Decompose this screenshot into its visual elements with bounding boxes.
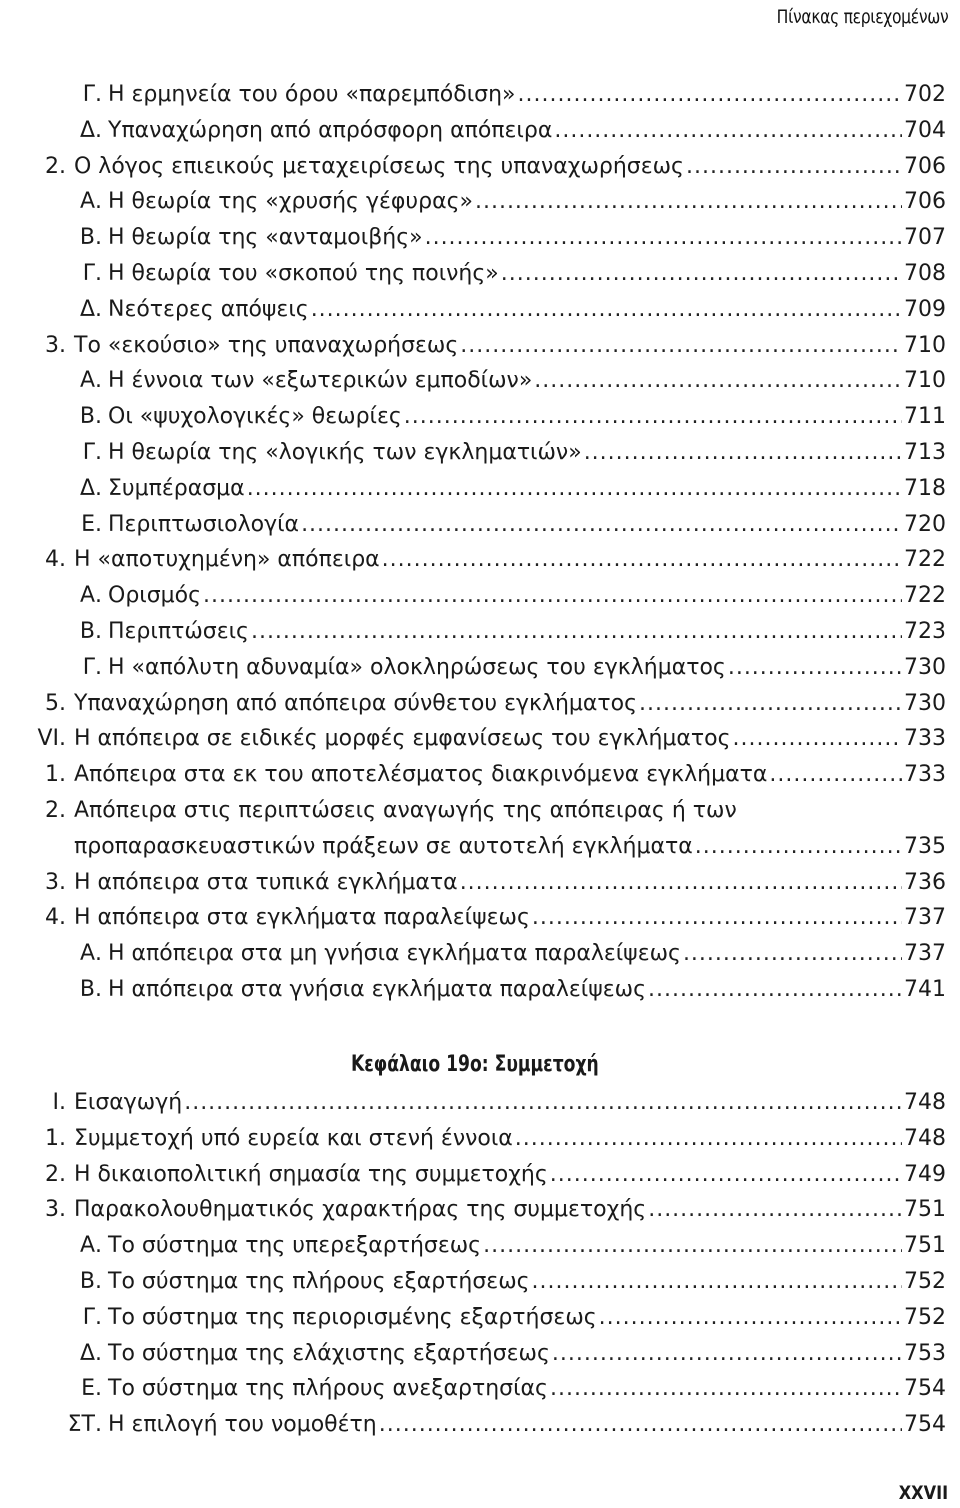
entry-page: 748 [904,1126,946,1151]
dot-leader [648,1193,902,1227]
dot-leader [203,579,902,613]
dot-leader [251,615,902,649]
entry-title: Η απόπειρα στα μη γνήσια εγκλήματα παραλείψεως [108,941,681,966]
toc-entry [0,150,960,184]
entry-page: 730 [904,655,946,680]
toc-entry [0,114,960,148]
dot-leader [247,472,902,506]
entry-title: Οι «ψυχολογικές» θεωρίες [108,404,402,429]
entry-page: 709 [904,297,946,322]
entry-number: Δ. [79,476,102,501]
entry-number: Γ. [82,82,102,107]
entry-page: 749 [904,1162,946,1187]
entry-page: 713 [904,440,946,465]
entry-title: Η απόπειρα σε ειδικές μορφές εμφανίσεως του εγκλήματος [74,726,731,751]
entry-page: 736 [904,870,946,895]
entry-page: 730 [904,691,946,716]
entry-title: Νεότερες απόψεις [108,297,309,322]
entry-title: Συμπέρασμα [108,476,245,501]
entry-title: Το σύστημα της ελάχιστης εξαρτήσεως [108,1341,550,1366]
entry-title: Η έννοια των «εξωτερικών εμποδίων» [108,368,533,393]
toc-entry [0,364,960,398]
entry-title: Υπαναχώρηση από απρόσφορη απόπειρα [108,118,553,143]
entry-number: 4. [45,905,66,930]
entry-page: 741 [904,977,946,1002]
toc-entry [0,1301,960,1335]
entry-page: 720 [904,512,946,537]
entry-number: Γ. [82,261,102,286]
entry-number: Α. [79,368,102,393]
entry-number: Γ. [82,655,102,680]
entry-title: Η θεωρία της «ανταμοιβής» [108,225,423,250]
entry-title: Η θεωρία της «χρυσής γέφυρας» [108,189,473,214]
toc-entry [0,1408,960,1442]
entry-title: Το «εκούσιο» της υπαναχωρήσεως [74,333,459,358]
chapter-heading [0,1048,950,1082]
entry-title: Εισαγωγή [74,1090,183,1115]
toc-entry [0,1193,960,1227]
entry-number: 3. [45,333,66,358]
dot-leader [483,1229,902,1263]
toc-entry [0,472,960,506]
dot-leader [683,937,902,971]
dot-leader [460,866,902,900]
entry-number: Β. [79,619,102,644]
entry-page: 752 [904,1305,946,1330]
entry-number: VI. [37,726,66,751]
entry-title: Η θεωρία της «λογικής των εγκληματιών» [108,440,582,465]
entry-title: Η επιλογή του νομοθέτη [108,1412,377,1437]
entry-number: Β. [79,225,102,250]
entry-title: Η απόπειρα στα εγκλήματα παραλείψεως [74,905,530,930]
entry-page: 708 [904,261,946,286]
entry-number: Α. [79,583,102,608]
entry-page: 718 [904,476,946,501]
dot-leader [518,78,902,112]
toc-entry [0,830,960,864]
entry-number: 5. [45,691,66,716]
toc-entry [0,1158,960,1192]
dot-leader [475,185,902,219]
toc-entry [0,543,960,577]
entry-title: Η θεωρία του «σκοπού της ποινής» [108,261,499,286]
entry-page: 752 [904,1269,946,1294]
entry-title: Περιπτωσιολογία [108,512,300,537]
toc-entry [0,293,960,327]
entry-page: 754 [904,1376,946,1401]
entry-number: Β. [79,1269,102,1294]
entry-page: 707 [904,225,946,250]
entry-page: 737 [904,941,946,966]
entry-page: 706 [904,189,946,214]
dot-leader [769,758,902,792]
entry-number: Β. [79,977,102,1002]
entry-page: 722 [904,583,946,608]
entry-number: Γ. [82,440,102,465]
dot-leader [554,114,902,148]
entry-number: Β. [79,404,102,429]
entry-title: Η απόπειρα στα γνήσια εγκλήματα παραλείψεως [108,977,646,1002]
entry-title: Το σύστημα της υπερεξαρτήσεως [108,1233,482,1258]
dot-leader [733,722,902,756]
entry-number: Δ. [79,118,102,143]
entry-title: Υπαναχώρηση από απόπειρα σύνθετου εγκλήματος [74,691,638,716]
entry-title: Συμμετοχή υπό ευρεία και στενή έννοια [74,1126,513,1151]
entry-number: 2. [45,798,66,823]
dot-leader [515,1122,902,1156]
entry-number: 3. [45,870,66,895]
dot-leader [532,901,902,935]
entry-title: Η δικαιοπολιτική σημασία της συμμετοχής [74,1162,548,1187]
running-header: Πίνακας περιεχομένων [776,6,948,28]
entry-number: 2. [45,1162,66,1187]
entry-title: Ο λόγος επιεικούς μεταχειρίσεως της υπαναχωρήσεως [74,154,684,179]
entry-title: Το σύστημα της πλήρους εξαρτήσεως [108,1269,530,1294]
entry-page: 733 [904,726,946,751]
entry-number: Δ. [79,1341,102,1366]
entry-page: 723 [904,619,946,644]
dot-leader [534,364,902,398]
page-number: XXVII [898,1482,948,1504]
entry-page: 733 [904,762,946,787]
toc-entry [0,866,960,900]
dot-leader [648,973,902,1007]
toc-entry [0,78,960,112]
toc-entry [0,722,960,756]
toc-entry [0,758,960,792]
entry-page: 748 [904,1090,946,1115]
entry-number: 1. [45,1126,66,1151]
dot-leader [639,687,902,721]
entry-title: προπαρασκευαστικών πράξεων σε αυτοτελή εγκλήματα [74,834,693,859]
entry-page: 704 [904,118,946,143]
entry-page: 702 [904,82,946,107]
dot-leader [425,221,902,255]
entry-page: 706 [904,154,946,179]
entry-number: I. [52,1090,66,1115]
entry-number: Ε. [81,512,102,537]
toc-entry [0,185,960,219]
entry-page: 722 [904,547,946,572]
entry-title: Περιπτώσεις [108,619,249,644]
entry-number: Α. [79,189,102,214]
entry-title: Παρακολουθηματικός χαρακτήρας της συμμετοχής [74,1197,647,1222]
toc-entry [0,221,960,255]
dot-leader [599,1301,902,1335]
dot-leader [460,329,902,363]
entry-title: Η ερμηνεία του όρου «παρεμπόδιση» [108,82,516,107]
toc-entry [0,973,960,1007]
toc-entry [0,1337,960,1371]
toc-entry [0,329,960,363]
dot-leader [382,543,902,577]
entry-number: Γ. [82,1305,102,1330]
dot-leader [532,1265,902,1299]
entry-page: 751 [904,1233,946,1258]
entry-title: Η «απόλυτη αδυναμία» ολοκληρώσεως του εγκλήματος [108,655,726,680]
entry-page: 753 [904,1341,946,1366]
dot-leader [728,651,902,685]
dot-leader [379,1408,902,1442]
entry-page: 751 [904,1197,946,1222]
entry-number: 1. [45,762,66,787]
dot-leader [311,293,902,327]
entry-number: Α. [79,1233,102,1258]
dot-leader [501,257,902,291]
entry-page: 711 [904,404,946,429]
entry-number: Δ. [79,297,102,322]
entry-title: Το σύστημα της πλήρους ανεξαρτησίας [108,1376,548,1401]
entry-number: Α. [79,941,102,966]
entry-number: 3. [45,1197,66,1222]
dot-leader [550,1158,902,1192]
entry-page: 710 [904,368,946,393]
entry-title: Το σύστημα της περιορισμένης εξαρτήσεως [108,1305,597,1330]
toc-entry [0,687,960,721]
dot-leader [404,400,902,434]
toc-entry [0,937,960,971]
toc-entry [0,651,960,685]
entry-page: 735 [904,834,946,859]
entry-title-line-1: Απόπειρα στις περιπτώσεις αναγωγής της απόπειρας ή των [74,798,737,823]
toc-entry [0,615,960,649]
dot-leader [184,1086,902,1120]
toc-entry [0,1265,960,1299]
dot-leader [584,436,902,470]
toc-entry [0,1122,960,1156]
dot-leader [301,508,902,542]
toc-entry [0,1229,960,1263]
toc-entry [0,436,960,470]
entry-title: Η «αποτυχημένη» απόπειρα [74,547,380,572]
toc-entry [0,1372,960,1406]
dot-leader [550,1372,902,1406]
dot-leader [686,150,902,184]
toc-entry [0,1086,960,1120]
dot-leader [695,830,902,864]
entry-number: 4. [45,547,66,572]
entry-page: 754 [904,1412,946,1437]
toc-entry [0,579,960,613]
chapter-title: Κεφάλαιο 19ο: Συμμετοχή [351,1052,599,1077]
toc-entry [0,257,960,291]
entry-title: Ορισμός [108,583,202,608]
dot-leader [552,1337,902,1371]
entry-page: 710 [904,333,946,358]
toc-entry [0,508,960,542]
entry-title: Η απόπειρα στα τυπικά εγκλήματα [74,870,458,895]
entry-number: Ε. [81,1376,102,1401]
entry-page: 737 [904,905,946,930]
entry-number: 2. [45,154,66,179]
toc-entry [0,400,960,434]
toc-entry [0,901,960,935]
entry-title: Απόπειρα στα εκ του αποτελέσματος διακρινόμενα εγκλήματα [74,762,768,787]
entry-number: ΣΤ. [67,1412,102,1437]
